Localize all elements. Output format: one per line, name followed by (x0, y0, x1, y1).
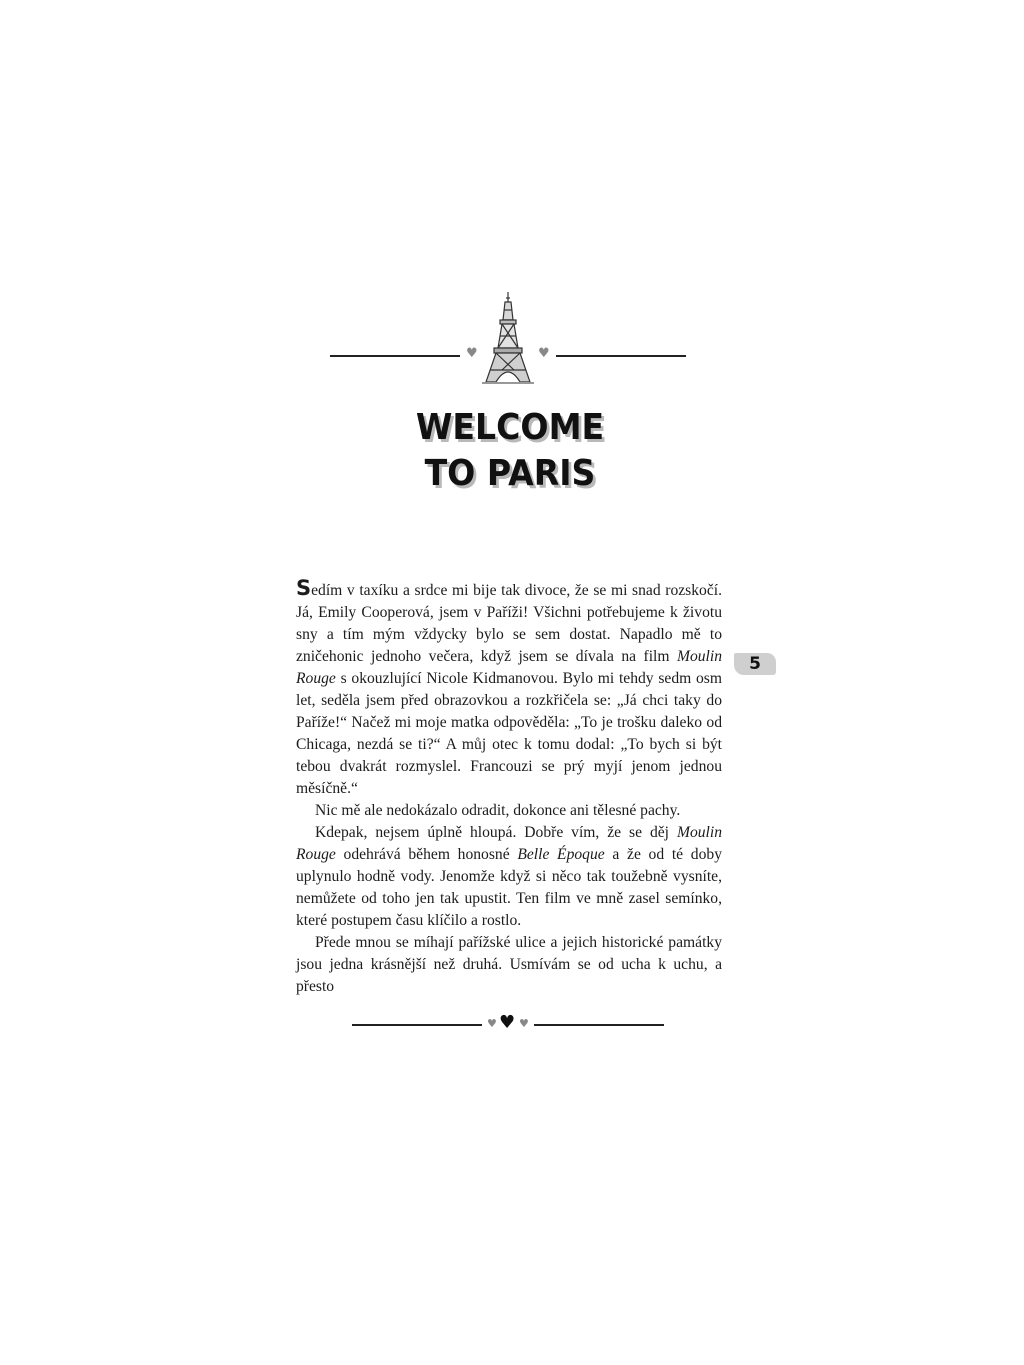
bottom-ornament (352, 1012, 664, 1038)
text-run: odehrává během honosné (335, 846, 518, 863)
chapter-body-text (296, 576, 722, 998)
italic-title: Moulin Rouge (296, 824, 722, 863)
ornament-rule-left (352, 1024, 482, 1026)
eiffel-tower-icon (478, 290, 538, 390)
text-run: a že od té doby uplynulo hodně vody. Jenomže když si něco tak toužebně vysníte, nemůžete od toho jen tak upustit. Ten film ve mně zasel semínko, které postupem času klíčilo a rostlo. (296, 846, 722, 929)
ornament-rule-right (534, 1024, 664, 1026)
chapter-title-line-1: WELCOME (415, 407, 605, 448)
page-number: 5 (734, 653, 776, 675)
heart-icon: ♥ (487, 1017, 497, 1030)
chapter-title-line-2: TO PARIS (424, 453, 596, 494)
text-run: Nic mě ale nedokázalo odradit, dokonce ani tělesné pachy. (315, 802, 681, 819)
paragraph (296, 932, 722, 998)
heart-icon: ♥ (466, 346, 478, 361)
italic-title: Moulin Rouge (296, 648, 722, 687)
text-run: edím v taxíku a srdce mi bije tak divoce, že se mi snad rozskočí. Já, Emily Cooperová, jsem v Paříži! Všichni potřebujeme k životu sny a tím mým vždycky bylo se sem dostat. Napadlo mě to zničehonic jednoho večera, když jsem se dívala na film (296, 582, 722, 665)
text-run: Kdepak, nejsem úplně hloupá. Dobře vím, že se děj (315, 824, 677, 841)
dropcap-letter: S (296, 576, 312, 600)
heart-icon: ♥ (538, 346, 550, 361)
italic-title: Belle Époque (517, 846, 605, 863)
paragraph (296, 576, 722, 800)
text-run: Přede mnou se míhají pařížské ulice a jejich historické památky jsou jedna krásnější než druhá. Usmívám se od ucha k uchu, a přesto (296, 934, 722, 995)
paragraph (296, 800, 722, 822)
ornament-rule-right (556, 355, 686, 357)
top-ornament (330, 290, 686, 390)
heart-icon: ♥ (519, 1017, 529, 1030)
paragraph (296, 822, 722, 932)
chapter-title (317, 405, 703, 497)
heart-icon: ♥ (499, 1012, 516, 1033)
text-run: s okouzlující Nicole Kidmanovou. Bylo mi tehdy sedm osm let, seděla jsem před obrazovkou a rozkřičela se: „Já chci taky do Paříže!“ Načež mi moje matka odpověděla: „To je trošku daleko od Chicaga, nezdá se ti?“ A můj otec k tomu dodal: „To bych si být tebou dvakrát rozmyslel. Francouzi se prý myjí jenom jednou měsíčně.“ (296, 670, 722, 797)
ornament-rule-left (330, 355, 460, 357)
